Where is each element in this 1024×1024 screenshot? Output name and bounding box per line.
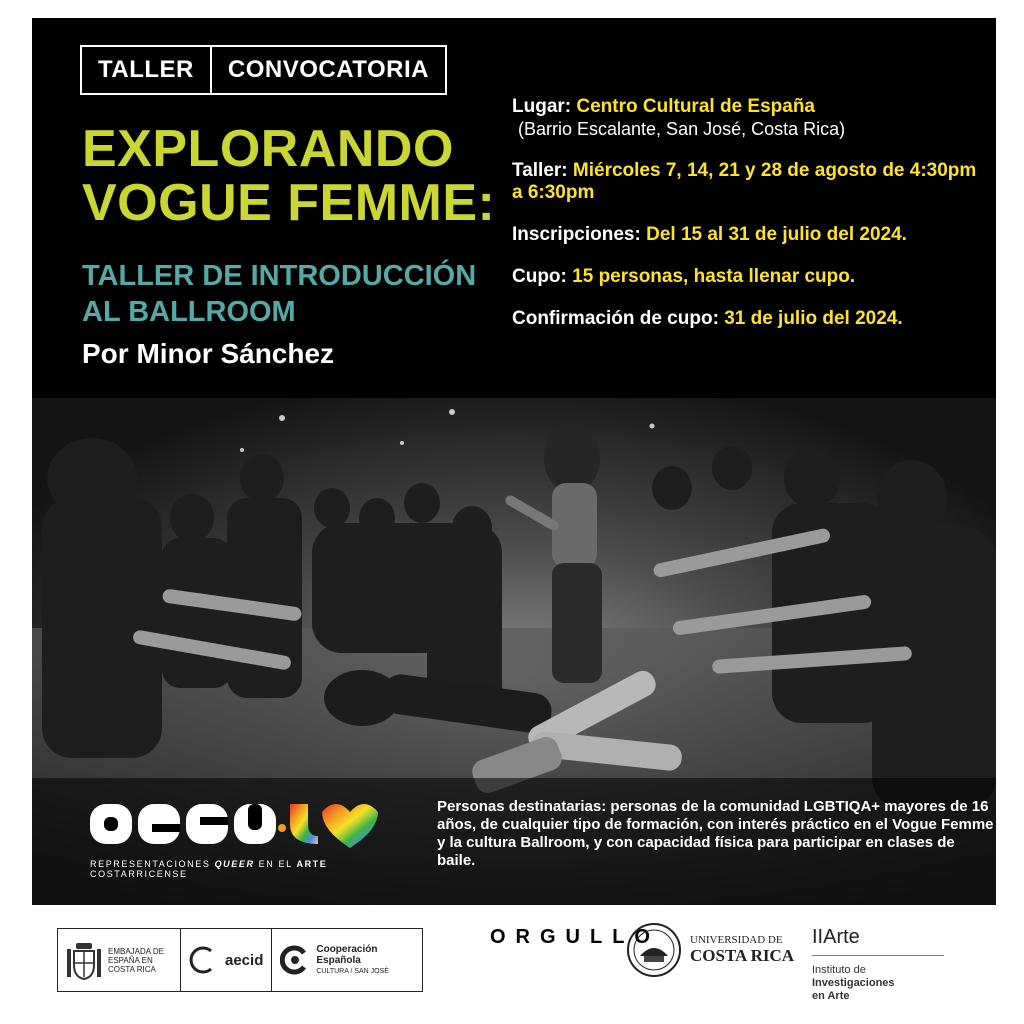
orgu-tag-c: EN EL [254,859,297,869]
tag-taller: TALLER [98,56,194,83]
taller-value: Miércoles 7, 14, 21 y 28 de agosto de 4:30pm a 6:30pm [512,160,977,203]
cupo-value: 15 personas, hasta llenar cupo. [572,266,856,287]
cooperacion-icon [280,945,310,975]
iiarte-divider [812,955,944,956]
tag-convocatoria: CONVOCATORIA [210,47,445,93]
coat-of-arms-icon [66,939,102,981]
orgu-tag-e: COSTARRICENSE [90,869,188,879]
info-confirmacion [512,308,982,330]
aecid-logo [181,929,272,991]
orgu-yo-logo [90,798,410,879]
iiarte-title: IIArte [812,926,860,948]
title-line-2: VOGUE FEMME: [82,174,496,232]
embajada-logo [58,929,181,991]
iiarte-sub-2: Investigaciones [812,977,895,989]
aecid-text: aecid [225,951,264,969]
lugar-label: Lugar: [512,96,577,117]
confirmacion-value: 31 de julio del 2024. [724,308,903,329]
lugar-sub: (Barrio Escalante, San José, Costa Rica) [518,119,846,139]
poster [32,18,996,905]
iiarte-sub-1: Instituto de [812,964,866,976]
ucr-line-1: UNIVERSIDAD DE [690,934,783,946]
aecid-icon [189,945,219,975]
orgu-tag-d: ARTE [296,859,328,869]
orgu-yo-wordmark-icon [90,798,390,850]
confirmacion-label: Confirmación de cupo: [512,308,725,329]
lugar-value: Centro Cultural de España [576,96,815,117]
author: Por Minor Sánchez [82,338,335,369]
info-cupo [512,266,982,288]
cooperacion-text [316,944,389,977]
inscripciones-value: Del 15 al 31 de julio del 2024. [646,224,907,245]
embajada-text: EMBAJADA DE ESPAÑA EN COSTA RICA [108,946,165,974]
taller-label: Taller: [512,160,573,181]
coop-line-3: CULTURA / SAN JOSÉ [316,967,389,975]
orgu-tag-b: QUEER [214,859,255,869]
iiarte-subtitle [812,964,944,1003]
info-taller [512,160,982,204]
ucr-seal-icon [626,922,682,978]
orgullo-text: ORGULLO [490,926,660,948]
poster-title [82,122,495,230]
iiarte-logo [812,926,944,1003]
subtitle-line-1: TALLER DE INTRODUCCIÓN [82,260,477,292]
info-lugar [512,96,982,140]
inscripciones-label: Inscripciones: [512,224,647,245]
ucr-text [690,934,794,966]
cupo-label: Cupo: [512,266,573,287]
info-block [512,96,982,350]
poster-subtitle [82,258,476,330]
coop-line-1: Cooperación [316,943,378,955]
orgu-tag-a: REPRESENTACIONES [90,859,215,869]
info-inscripciones [512,224,982,246]
cooperacion-logo [272,929,397,991]
tag-row [80,45,447,95]
coop-line-2: Española [316,954,361,966]
orgullo-logo [490,922,660,952]
ucr-logo [626,922,794,978]
subtitle-line-2: AL BALLROOM [82,296,296,328]
iiarte-sub-3: en Arte [812,990,850,1002]
partner-logos-box [57,928,423,992]
audience-text: Personas destinatarias: personas de la comunidad LGBTIQA+ mayores de 16 años, de cualquier tipo de formación, con interés práctico en el Vogue Femme y la cultura Ballroom, y con capacidad física para participar en clases de baile. [437,798,994,869]
orgu-tagline [90,859,410,879]
ucr-line-2: COSTA RICA [690,946,795,965]
title-line-1: EXPLORANDO [82,120,454,178]
